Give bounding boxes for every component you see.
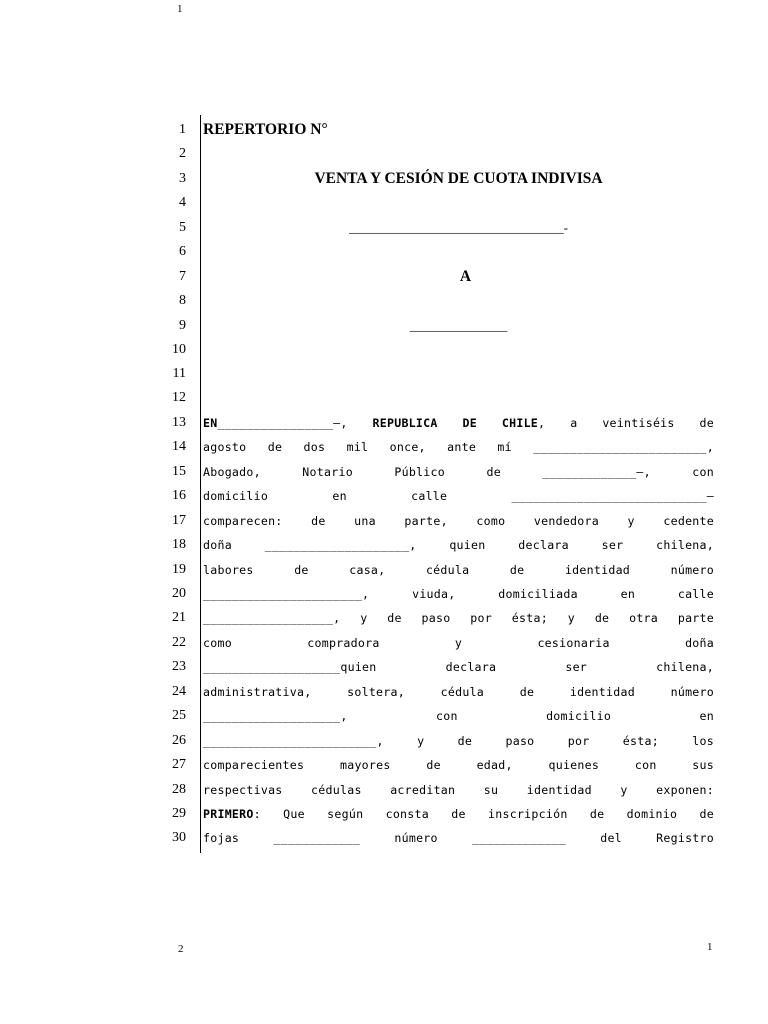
doc-line-15 [0, 460, 768, 484]
line-number: 21 [172, 610, 186, 625]
body-text-line: respectivas cédulas acreditan su identidad y exponen: [203, 783, 714, 797]
doc-line-8 [0, 289, 768, 313]
body-text-line: __________________, y de paso por ésta; y de otra parte [203, 611, 714, 625]
line-number: 13 [172, 415, 186, 430]
line-number: 8 [179, 293, 186, 308]
doc-line-9 [0, 314, 768, 338]
doc-line-17 [0, 509, 768, 533]
line-number: 3 [179, 171, 186, 186]
line-number: 18 [172, 537, 186, 552]
body-text-line: ___________________, con domicilio en [203, 709, 714, 723]
doc-line-25 [0, 704, 768, 728]
doc-line-13 [0, 411, 768, 435]
line-number: 29 [172, 806, 186, 821]
line-number: 12 [172, 390, 186, 405]
doc-line-28 [0, 778, 768, 802]
doc-line-18 [0, 533, 768, 557]
body-text-line: Abogado, Notario Público de _____________–, con [203, 465, 714, 479]
doc-line-5 [0, 216, 768, 240]
doc-line-24 [0, 680, 768, 704]
line-number: 15 [172, 464, 186, 479]
body-text-line [203, 802, 714, 826]
body-text-line: como compradora y cesionaria doña [203, 636, 714, 650]
doc-line-12 [0, 386, 768, 410]
line-number: 23 [172, 659, 186, 674]
repertorio-heading: REPERTORIO N° [203, 121, 328, 138]
seller-name-blank: _________________________________- [349, 220, 568, 235]
doc-line-27 [0, 753, 768, 777]
doc-line-6 [0, 240, 768, 264]
doc-line-26 [0, 729, 768, 753]
doc-line-23 [0, 655, 768, 679]
doc-line-1 [0, 118, 768, 142]
doc-line-29 [0, 802, 768, 826]
line-number: 30 [172, 830, 186, 845]
doc-line-19 [0, 558, 768, 582]
line-number: 24 [172, 684, 186, 699]
body-text-line: domicilio en calle ___________________________– [203, 489, 714, 503]
body-text-line: fojas ____________ número _____________ del Registro [203, 831, 714, 845]
document-title: VENTA Y CESIÓN DE CUOTA INDIVISA [314, 170, 603, 187]
text-segment: ________________–, [217, 416, 373, 430]
bottom-right-page-number: 1 [707, 941, 713, 953]
line-number: 7 [179, 269, 186, 284]
line-number: 17 [172, 513, 186, 528]
body-text-line: agosto de dos mil once, ante mí ________________________, [203, 440, 714, 454]
bold-republica: REPUBLICA DE CHILE [372, 416, 539, 430]
line-number: 9 [179, 318, 186, 333]
body-text-line: ___________________quien declara ser chilena, [203, 660, 714, 674]
line-number: 1 [179, 122, 186, 137]
doc-line-20 [0, 582, 768, 606]
doc-line-30 [0, 826, 768, 850]
body-text-line: ______________________, viuda, domiciliada en calle [203, 587, 714, 601]
line-number: 20 [172, 586, 186, 601]
body-text-line [203, 411, 714, 435]
doc-line-3 [0, 167, 768, 191]
line-number: 28 [172, 782, 186, 797]
line-number: 11 [172, 366, 186, 381]
body-text-line: comparecientes mayores de edad, quienes con sus [203, 758, 714, 772]
doc-line-21 [0, 606, 768, 630]
top-page-number: 1 [177, 3, 183, 15]
doc-line-4 [0, 191, 768, 215]
line-number: 2 [179, 146, 186, 161]
doc-line-11 [0, 362, 768, 386]
body-text-line: doña ____________________, quien declara ser chilena, [203, 538, 714, 552]
line-number: 14 [172, 439, 186, 454]
body-text-line: labores de casa, cédula de identidad número [203, 563, 714, 577]
line-number: 4 [179, 195, 186, 210]
line-number: 27 [172, 757, 186, 772]
line-number: 5 [179, 220, 186, 235]
letter-a: A [459, 268, 472, 285]
bold-primero: PRIMERO [203, 807, 254, 821]
doc-line-22 [0, 631, 768, 655]
doc-line-14 [0, 435, 768, 459]
line-number: 16 [172, 488, 186, 503]
line-number: 25 [172, 708, 186, 723]
buyer-name-blank: _______________ [409, 318, 508, 333]
body-text-line: administrativa, soltera, cédula de identidad número [203, 685, 714, 699]
bottom-left-number: 2 [178, 943, 184, 955]
doc-line-16 [0, 484, 768, 508]
body-text-line: comparecen: de una parte, como vendedora y cedente [203, 514, 714, 528]
body-text-line: ________________________, y de paso por ésta; los [203, 734, 714, 748]
line-number: 19 [172, 562, 186, 577]
text-segment: , a veintiséis de [538, 416, 714, 430]
doc-line-2 [0, 142, 768, 166]
line-number: 22 [172, 635, 186, 650]
line-number: 10 [172, 342, 186, 357]
line-number: 26 [172, 733, 186, 748]
text-segment: : Que según consta de inscripción de dominio de [253, 807, 714, 821]
line-number: 6 [179, 244, 186, 259]
bold-en: EN [203, 416, 218, 430]
doc-line-7 [0, 265, 768, 289]
doc-line-10 [0, 338, 768, 362]
